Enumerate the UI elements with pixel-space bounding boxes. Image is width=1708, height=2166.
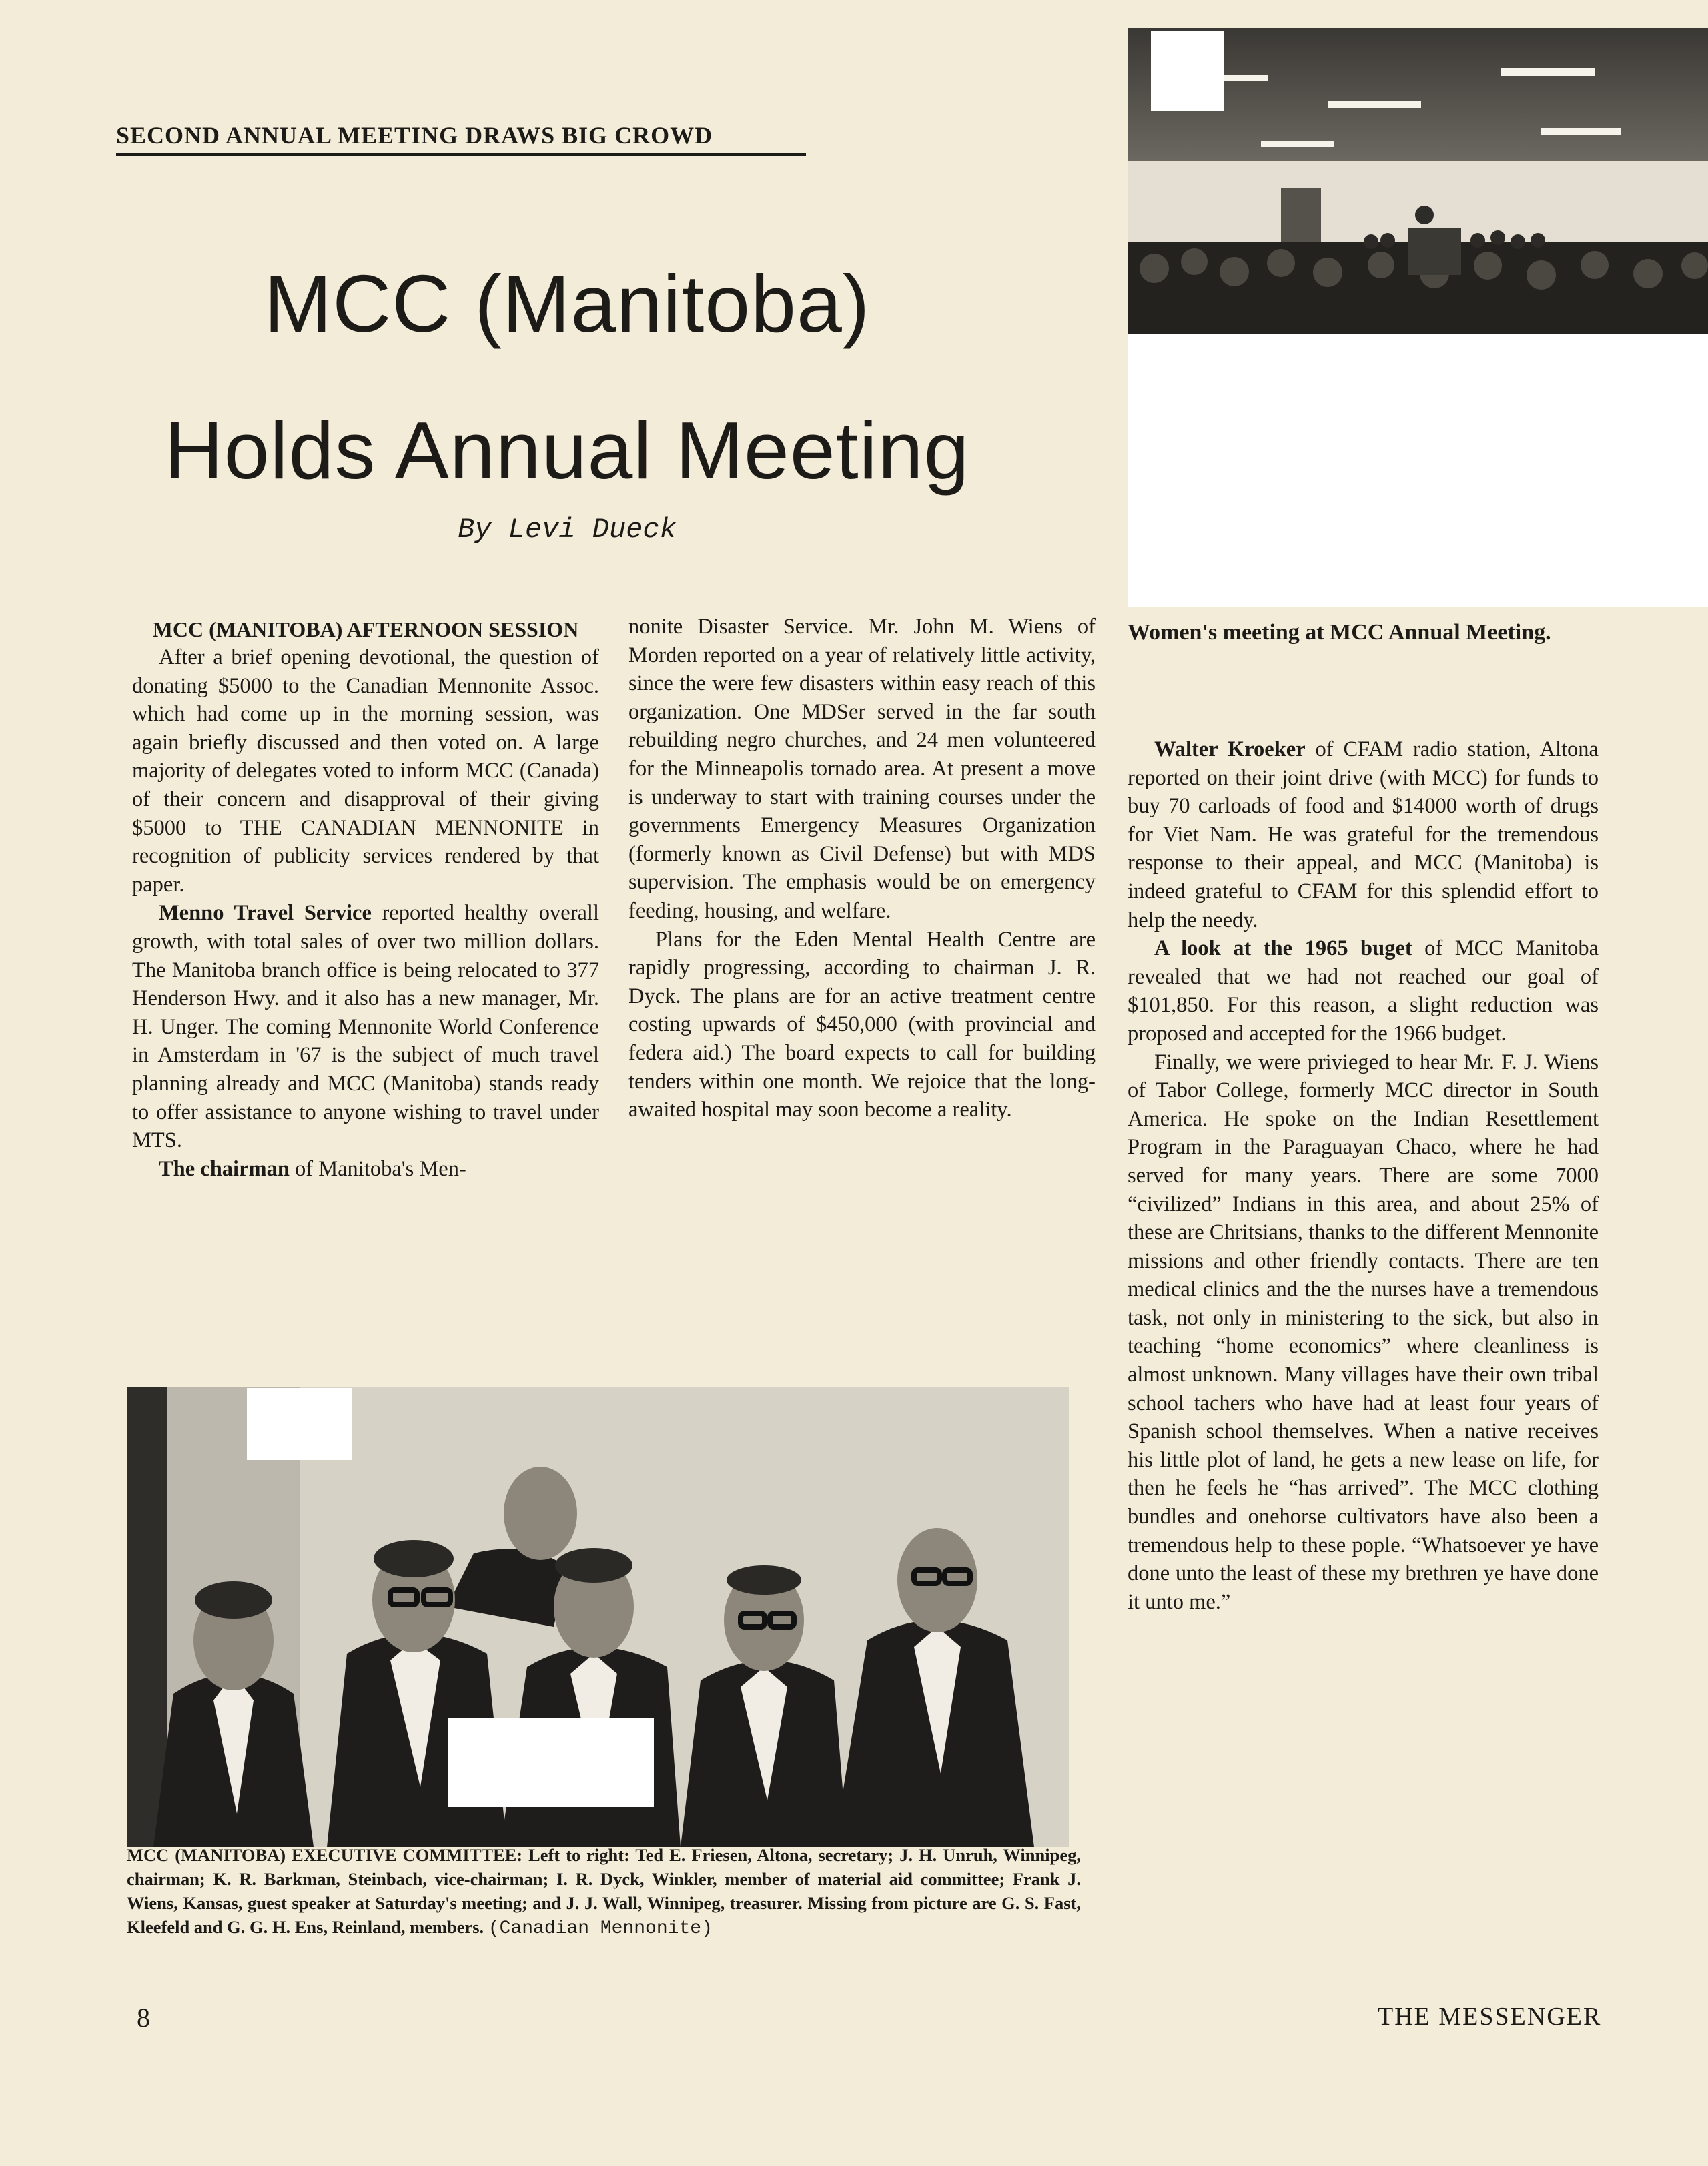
lead-in: The chairman	[159, 1156, 290, 1181]
executive-committee-photo	[127, 1387, 1069, 1847]
paragraph-body: reported healthy overall growth, with total sales of over two million dollars. The Manitoba branch office is being relocated to 377 Henderson Hwy. and it also has a new manager, Mr. H. Unger. The coming Mennonite World Conference in Amsterdam in '67 is the subject of much travel planning already and MCC (Manitoba) stands ready to offer assistance to anyone wishing to travel under MTS.	[132, 901, 599, 1153]
paragraph	[132, 899, 599, 1154]
byline: By Levi Dueck	[458, 514, 677, 546]
caption-text: MCC (MANITOBA) EXECUTIVE COMMITTEE: Left to right: Ted E. Friesen, Altona, secretary; J. H. Unruh, Winnipeg, chairman; K. R. Barkman, Steinbach, vice-chairman; I. R. Dyck, Winkler, member of material aid committee; Frank J. Wiens, Kansas, guest speaker at Saturday's meeting; and J. J. Wall, Winnipeg, treasurer. Missing from picture are G. S. Fast, Kleefeld and G. G. H. Ens, Reinland, members.	[127, 1845, 1081, 1937]
title-line-2: Holds Annual Meeting	[164, 405, 970, 496]
section-kicker: SECOND ANNUAL MEETING DRAWS BIG CROWD	[116, 121, 806, 156]
paragraph-body: of MCC Manitoba revealed that we had not reached our goal of $101,850. For this reason, a slight reduction was proposed and accepted for the 1966 budget.	[1128, 936, 1599, 1046]
page-number: 8	[137, 2003, 150, 2033]
redaction-block	[247, 1388, 352, 1460]
paragraph-body: of CFAM radio station, Altona reported on their joint drive (with MCC) for funds to buy 70 carloads of food and $14000 worth of drugs for Viet Nam. He was grateful for the tremendous response to their appeal, and MCC (Manitoba) is indeed grateful to CFAM for this splendid effort to help the needy.	[1128, 737, 1599, 932]
article-column-1	[132, 615, 599, 1183]
paragraph: After a brief opening devotional, the question of donating $5000 to the Canadian Mennonite Assoc. which had come up in the morning session, was again briefly discussed and then voted on. A large majority of delegates voted to inform MCC (Canada) of their concern and disapproval of their giving $5000 to THE CANADIAN MENNONITE in recognition of publicity services rendered by that paper.	[132, 645, 599, 897]
paragraph: Plans for the Eden Mental Health Centre are rapidly progressing, according to chairman J. R. Dyck. The plans are for an active treatment centre costing upwards of $450,000 (with provincial and federa aid.) The board expects to call for building tenders within one month. We rejoice that the long-awaited hospital may soon become a reality.	[628, 927, 1096, 1122]
womens-photo-caption: Women's meeting at MCC Annual Meeting.	[1128, 620, 1551, 645]
redaction-block	[1128, 334, 1708, 607]
article-title	[0, 230, 1134, 524]
article-column-3	[1128, 735, 1599, 1616]
womens-meeting-photo	[1128, 28, 1708, 335]
paragraph	[1128, 934, 1599, 1048]
paragraph	[132, 1155, 599, 1184]
paragraph	[1128, 735, 1599, 934]
article-column-2	[628, 613, 1096, 1124]
session-heading: MCC (MANITOBA) AFTERNOON SESSION	[152, 617, 579, 641]
redaction-block	[1151, 31, 1224, 111]
caption-credit: (Canadian Mennonite)	[488, 1918, 713, 1939]
lead-in: A look at the 1965 buget	[1154, 936, 1412, 961]
paragraph: Finally, we were privieged to hear Mr. F. J. Wiens of Tabor College, formerly MCC director in South America. He spoke on the Indian Resettlement Program in the Paraguayan Chaco, where he had served for many years. There are some 7000 “civilized” Indians in this area, and about 25% of these are Chritsians, thanks to the different Mennonite missions and other friendly contacts. There are ten medical clinics and the the nurses have a tremendous task, not only in ministering to the sick, but also in teaching “home economics” where cleanliness is almost unknown. Many villages have their own tribal school tachers who have had at least four years of Spanish school themselves. When a native receives his little plot of land, he gets a new lease on life, for then he feels he “has arrived”. The MCC clothing bundles and onehorse cultivators have also been a tremendous help to these pople. “Whatsoever ye have done unto the least of these my brethren ye have done it unto me.”	[1128, 1050, 1599, 1614]
lead-in: Walter Kroeker	[1154, 737, 1306, 761]
redaction-block	[448, 1718, 654, 1807]
title-line-1: MCC (Manitoba)	[264, 258, 871, 349]
paragraph: nonite Disaster Service. Mr. John M. Wiens of Morden reported on a year of relatively little activity, since the were few disasters within easy reach of this organization. One MDSer served in the far south rebuilding negro churches, and 24 men volunteered for the Minneapolis tornado area. At present a move is underway to start with training courses under the governments Emergency Measures Organization (formerly known as Civil Defense) but with MDS supervision. The emphasis would be on emergency feeding, housing, and welfare.	[628, 615, 1096, 923]
executive-photo-caption	[127, 1843, 1081, 1941]
lead-in: Menno Travel Service	[159, 901, 372, 926]
publication-name: THE MESSENGER	[1378, 2003, 1602, 2031]
paragraph-body: of Manitoba's Men-	[289, 1156, 466, 1181]
